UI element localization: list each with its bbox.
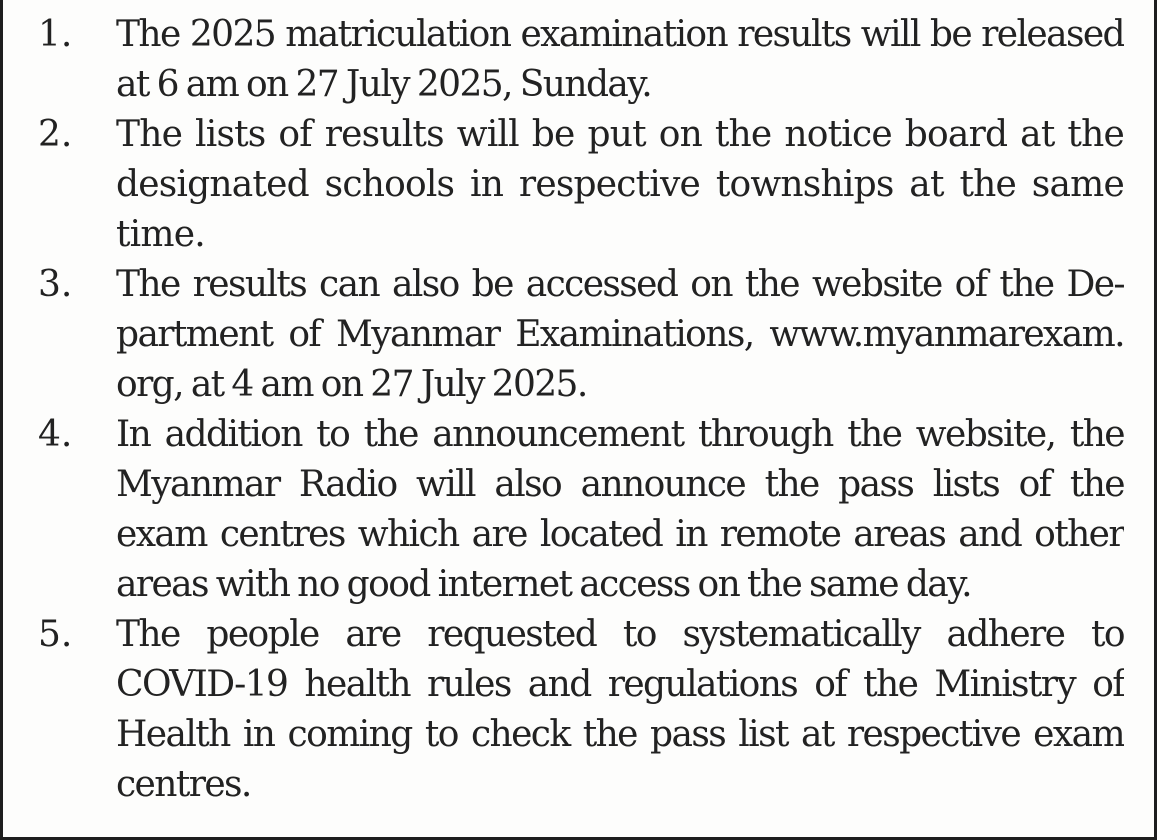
item-text — [116, 110, 1124, 260]
item-text — [116, 10, 1124, 110]
item-line: In addition to the announcement through the website, the — [116, 414, 1124, 455]
item-line: org, at 4 am on 27 July 2025. — [116, 364, 587, 405]
notice-list — [0, 10, 1170, 810]
item-number: 5. — [38, 614, 73, 655]
item-line: The results can also be accessed on the website of the De- — [116, 264, 1124, 305]
item-line: The 2025 matriculation examination results will be released — [116, 14, 1124, 55]
notice-item-1 — [0, 10, 1170, 110]
item-number: 1. — [38, 14, 73, 55]
item-text — [116, 410, 1124, 610]
item-number: 2. — [38, 114, 73, 155]
item-line: at 6 am on 27 July 2025, Sunday. — [116, 64, 652, 105]
item-line: The people are requested to systematically adhere to — [116, 614, 1124, 655]
item-number: 3. — [38, 264, 73, 305]
item-line: designated schools in respective townships at the same — [116, 164, 1124, 205]
item-line: centres. — [116, 764, 251, 805]
item-line: exam centres which are located in remote areas and other — [116, 514, 1124, 555]
item-line: COVID-19 health rules and regulations of the Ministry of — [116, 664, 1124, 705]
notice-item-3 — [0, 260, 1170, 410]
item-line: Myanmar Radio will also announce the pass lists of the — [116, 464, 1124, 505]
item-number: 4. — [38, 414, 73, 455]
item-text — [116, 260, 1124, 410]
notice-item-5 — [0, 610, 1170, 810]
item-line: Health in coming to check the pass list at respective exam — [116, 714, 1124, 755]
item-line: time. — [116, 214, 205, 255]
item-line: areas with no good internet access on the same day. — [116, 564, 971, 605]
item-line: partment of Myanmar Examinations, www.myanmarexam. — [116, 314, 1124, 355]
notice-item-2 — [0, 110, 1170, 260]
notice-item-4 — [0, 410, 1170, 610]
item-text — [116, 610, 1124, 810]
item-line: The lists of results will be put on the notice board at the — [116, 114, 1124, 155]
